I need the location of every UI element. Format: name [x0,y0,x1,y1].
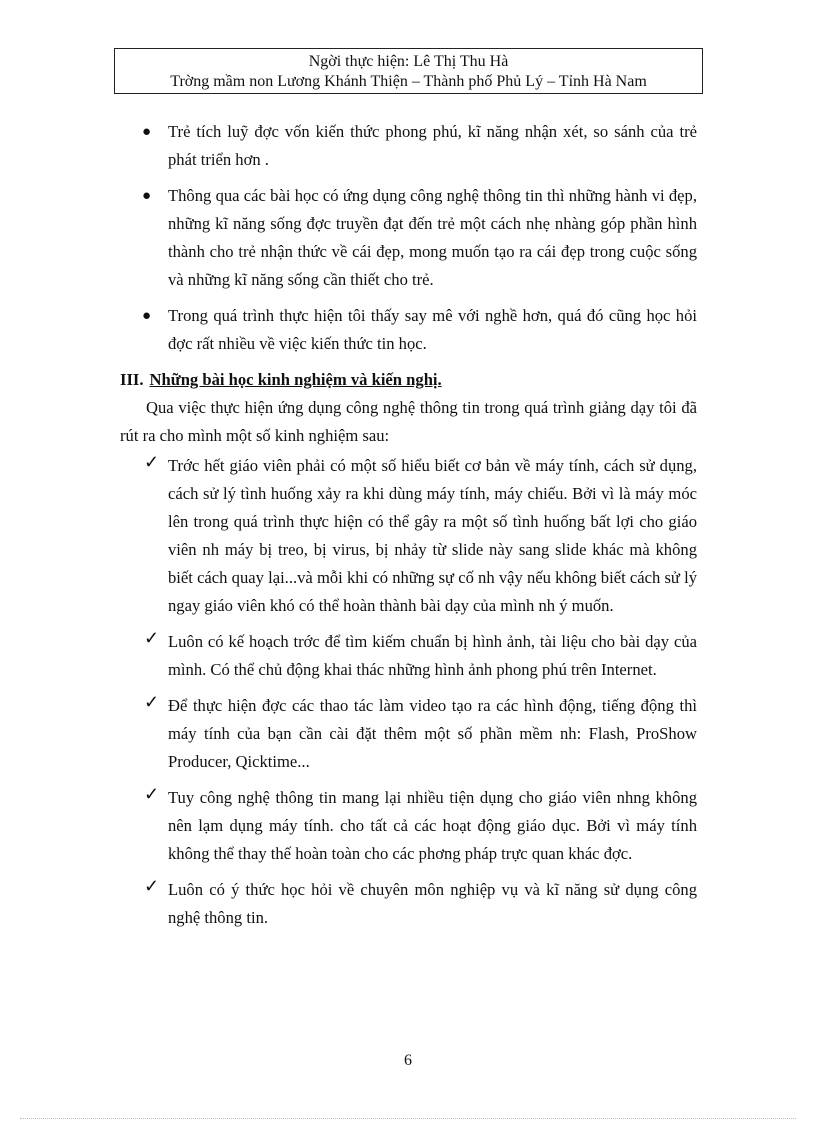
checkmark-icon: ✓ [144,784,160,804]
list-item: ✓ Luôn có ý thức học hỏi về chuyên môn nghiệp vụ và kĩ năng sử dụng công nghệ thông tin. [120,876,697,932]
bullet-icon: ● [142,308,152,324]
list-item: ✓ Để thực hiện đợc các thao tác làm video tạo ra các hình động, tiếng động thì máy tính của bạn cần cài đặt thêm một số phần mềm nh: Flash, ProShow Producer, Qicktime... [120,692,697,776]
intro-paragraph: Qua việc thực hiện ứng dụng công nghệ thông tin trong quá trình giảng dạy tôi đã rút ra cho mình một số kinh nghiệm sau: [120,398,697,445]
list-item: ✓ Luôn có kế hoạch trớc để tìm kiếm chuẩn bị hình ảnh, tài liệu cho bài dạy của mình. Có thể chủ động khai thác những hình ảnh phong phú trên Internet. [120,628,697,684]
bullet-icon: ● [142,124,152,140]
checkmark-icon: ✓ [144,692,160,712]
checkmark-list [120,452,697,932]
section-heading: III. Những bài học kinh nghiệm và kiến nghị. [120,370,442,389]
list-item: ● Trong quá trình thực hiện tôi thấy say mê với nghề hơn, quá đó cũng học hỏi đợc rất nhiều về việc kiến thức tin học. [120,302,697,358]
checkmark-icon: ✓ [144,452,160,472]
page-number: 6 [404,1052,412,1069]
checkmark-icon: ✓ [144,876,160,896]
list-item: ✓ Tuy công nghệ thông tin mang lại nhiều tiện dụng cho giáo viên nhng không nên lạm dụng máy tính. cho tất cả các hoạt động giáo dục. Bởi vì máy tính không thể thay thế hoàn toàn cho các phơng pháp trực quan khác đợc. [120,784,697,868]
list-item: ✓ Trớc hết giáo viên phải có một số hiểu biết cơ bản về máy tính, cách sử dụng, cách sử lý tình huống xảy ra khi dùng máy tính, máy chiếu. Bởi vì là máy móc lên trong quá trình thực hiện có thể gây ra một số tình huống bất lợi cho giáo viên nh máy bị treo, bị virus, bị nhảy từ slide này sang slide khác mà không biết cách quay lại...và mỗi khi có những sự cố nh vậy nếu không biết cách sử lý ngay giáo viên khó có thể hoàn thành bài dạy của mình nh ý muốn. [120,452,697,620]
header-school: Trờng mầm non Lương Khánh Thiện – Thành phố Phủ Lý – Tỉnh Hà Nam [170,73,647,90]
bullet-list [120,118,697,358]
list-item: ● Thông qua các bài học có ứng dụng công nghệ thông tin thì những hành vi đẹp, những kĩ năng sống đợc truyền đạt đến trẻ một cách nhẹ nhàng góp phần hình thành cho trẻ nhận thức về cái đẹp, mong muốn tạo ra cái đẹp trong cuộc sống và những kĩ năng sống cần thiết cho trẻ. [120,182,697,294]
document-body [120,118,697,940]
footer-divider [20,1118,796,1119]
bullet-icon: ● [142,188,152,204]
page-header [114,48,703,94]
header-author: Ngời thực hiện: Lê Thị Thu Hà [308,53,509,70]
list-item: ● Trẻ tích luỹ đợc vốn kiến thức phong phú, kĩ năng nhận xét, so sánh của trẻ phát triển hơn . [120,118,697,174]
checkmark-icon: ✓ [144,628,160,648]
